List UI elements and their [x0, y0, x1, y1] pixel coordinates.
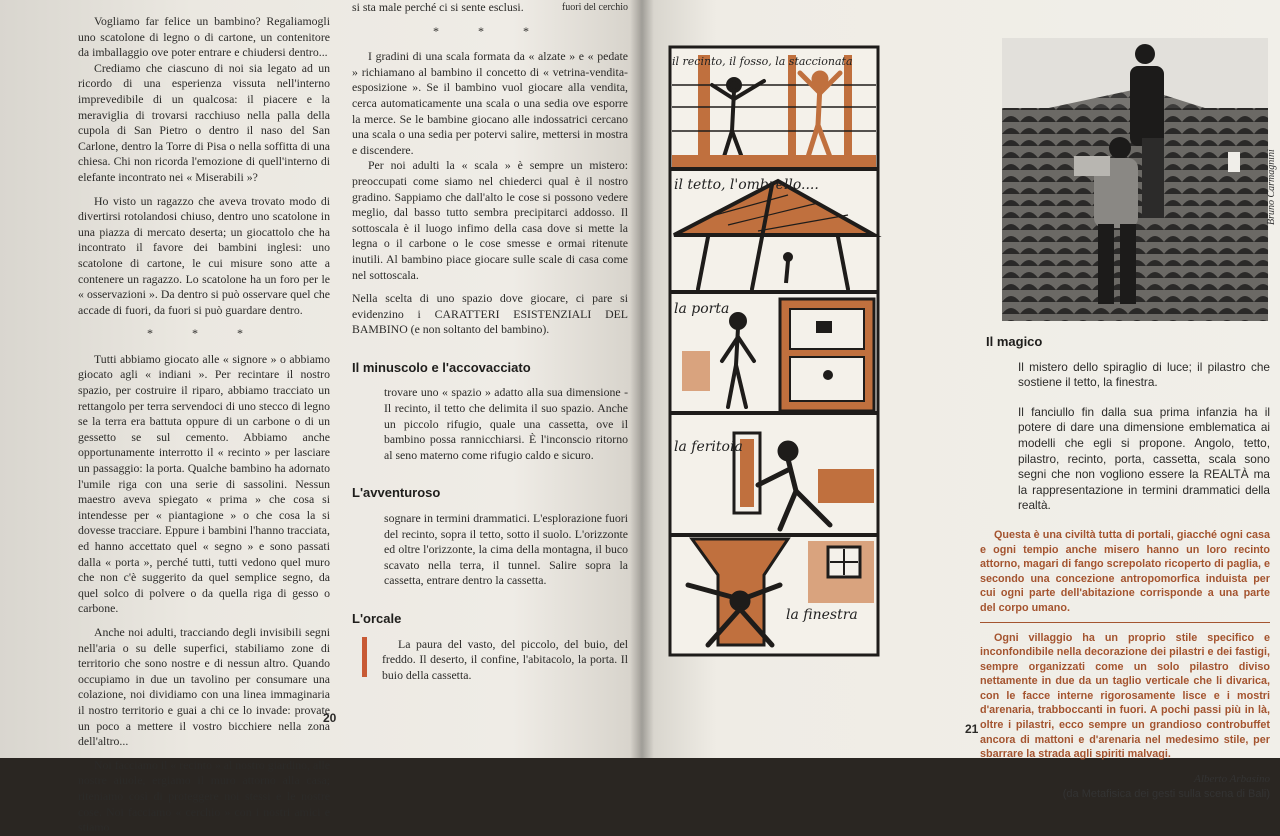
paragraph: Noi facciamo il « recinto » al nostro giardino, alle nostre aiuole, ergiamo il muro attorno alla casa; riteniamo così di proteggere noi stessi e le nostre cose. Noi facciamo « cerchio » con i nostri amici e stiamo	[78, 757, 330, 835]
paragraph: Per noi adulti la « scala » è sempre un mistero: preoccupati come siamo nel chiederci qual è il nostro gradino. Sappiamo che dall'alto le cose si possono vedere meglio, dal basso tutto sembra precipitarci addosso. Il sottoscala è il luogo infimo della casa dove si mette la legna o il carbone o le cose smesse e ormai ritenute inutili. Al bambino piace giocare sulle scale di casa come nel sottoscala.	[352, 158, 628, 282]
section-separator: * * *	[147, 326, 261, 341]
paragraph: Nella scelta di uno spazio dove giocare, ci pare si evidenzino i CARATTERI ESISTENZIALI DEL BAMBINO (e non soltanto del bambino).	[352, 291, 628, 337]
label-door: la porta	[674, 301, 730, 317]
body-text: Il fanciullo fin dalla sua prima infanzia ha il potere di dare una dimensione emblematica ai modelli che egli si propone. Angolo, tetto, pilastro, recinto, porta, cassetta, scala sono segni che non vogliono essere la REALTÀ ma la rappresentazione in termini drammatici della realtà.	[1018, 404, 1270, 513]
page-number: 20	[323, 711, 337, 725]
label-window: la finestra	[786, 607, 858, 623]
left-page	[0, 0, 640, 835]
section-heading: L'avventuroso	[352, 485, 441, 501]
photo-credit: Bruno Carmagnini	[1266, 149, 1277, 225]
section-heading: L'orcale	[352, 611, 402, 626]
section-text: sognare in termini drammatici. L'esplorazione fuori del recinto, sopra il tetto, sotto il suolo. L'orizzonte ed oltre l'orizzonte, la cima della montagna, il buco scavato nella terra, il tunnel. Salire sopra la cassetta, entrare dentro la cassetta.	[384, 511, 628, 588]
quote-paragraph: Questa è una civiltà tutta di portali, giacché ogni casa e ogni tempio anche misero hanno un loro recinto attorno, magari di fango screpolato ricoperto di paglia, e secondo una concezione antropomorfica induista per cui ogni parte dell'abitazione corrisponde a una parte del corpo umano.	[980, 528, 1270, 614]
quote-paragraph: Ogni villaggio ha un proprio stile specifico e inconfondibile nella decorazione dei pilastri e dei fastigi, sempre organizzati come un solo pilastro diviso nettamente in due da un taglio verticale che li divarica, con le facce interne rigorosamente lisce e i mostri d'arenaria, trabboccanti in fuori. A pochi passi più in là, oltre i pilastri, ecco sempre un grandioso controbuffet ancora di mattoni e d'arenaria nel medesimo stile, per sbarrare la strada agli spiriti malvagi.	[980, 631, 1270, 761]
illustration-strip	[668, 45, 882, 657]
left-column-b	[352, 0, 628, 683]
section-text: trovare uno « spazio » adatto alla sua dimensione - Il recinto, il tetto che delimita il suo spazio. Anche un piccolo rifugio, quale una cassetta, ove il bambino possa rannicchiarsi. È l'inconscio ritorno al seno materno come rifugio caldo e sicuro.	[384, 385, 628, 462]
book-gutter	[630, 0, 654, 758]
paragraph: Tutti abbiamo giocato alle « signore » o abbiamo giocato agli « indiani ». Per recintare il nostro spazio, per costruire il riparo, abbiamo tracciato un rettangolo per terra servendoci di uno stecco di legno se la terra era battuta oppure di un carbone o di un gessetto se sul cemento. Abbiamo anche opportunamente interrotto il « recinto » per lasciare un passaggio: la porta. Qualche bambino ha adornato l'umile riga con una serie di sassolini. Nessun maestro aveva spiegato « prima » che cosa si intendesse per « piantagione » o che cosa la si dovesse tracciare. Eppure i bambini l'hanno tracciata, ed hanno accettato quel « segno » e sono passati dalla « porta », perché tutti, tutti vedono quel muro che non c'è suggerito da quel semplice segno, da quel solco di polvere o da quella riga di gesso o carbone.	[78, 351, 330, 616]
section-heading: Il magico	[986, 334, 1043, 349]
paragraph: I gradini di una scala formata da « alzate » e « pedate » richiamano al bambino il concetto di « vetrina-vendita-esposizione ». Se il bambino vuol giocare alla vendita, cerca automaticamente una scala o una sedia ove esporre la merce. Se le bambine giocano alle indossatrici cercano una scala o una sedia per potervi salire, mettersi in mostra e discendere.	[352, 49, 628, 157]
paragraph: Ho visto un ragazzo che aveva trovato modo di divertirsi rotolandosi chiuso, dentro uno scatolone in una piazza di mercato deserta; un giocattolo che ha incontrato il favore dei bambini inglesi: uno scatolone di cartone, le cui misure sono atte a contenere un ragazzo. Lo scatolone ha un foro per le « osservazioni ». Da dentro si può osservare quel che accade di fuori, da fuori si può guardare dentro.	[78, 193, 330, 317]
intro-text: Il mistero dello spiraglio di luce; il pilastro che sostiene il tetto, la finestra.	[1018, 359, 1270, 390]
children-spaces-illustration	[668, 45, 882, 657]
left-column-a	[78, 14, 330, 836]
quote-divider	[980, 622, 1270, 623]
continued-line: si sta male perché ci si sente esclusi.	[352, 0, 524, 14]
label-fence: il recinto, il fosso, la staccionata	[672, 55, 853, 68]
label-slit: la feritoia	[674, 439, 743, 455]
quote-source: (da Metafisica dei gesti sulla scena di Bali)	[1062, 788, 1270, 801]
paragraph: Vogliamo far felice un bambino? Regaliamogli uno scatolone di legno o di cartone, un contenitore da imballaggio ove poter entrare e chiudersi dentro...	[78, 14, 330, 60]
right-column	[980, 334, 1270, 803]
section-separator: * * *	[433, 23, 547, 38]
section-text: La paura del vasto, del piccolo, del buio, del freddo. Il deserto, il confine, l'abitacolo, la porta. Il buio della cassetta.	[382, 636, 628, 682]
page-number: 21	[965, 722, 979, 736]
quote-author: Alberto Arbasino	[1194, 772, 1270, 785]
continued-line-right: fuori del cerchio	[561, 2, 628, 13]
section-heading: Il minuscolo e l'accovacciato	[352, 359, 531, 375]
children-on-roof-photo	[1002, 38, 1268, 321]
paragraph: Crediamo che ciascuno di noi sia legato ad un ricordo di una esperienza vissuta nell'interno imprevedibile di un qualcosa: il piacere e la meraviglia di trovarsi racchiuso nella palla della cupola di San Pietro o dentro il naso del San Carlone, dentro la Torre di Pisa o nella soffitta di una chiesa. Chi non ricorda l'emozione di quell'interno di elefante incontrato nei « Miserabili »?	[78, 60, 330, 184]
paragraph: Anche noi adulti, tracciando degli invisibili segni nell'aria o su delle superfici, stabiliamo zone di territorio che sono nostre e di nessun altro. Quando occupiamo in due un tavolino per consumare una colazione, noi dividiamo con una linea immaginaria il nostro territorio e guai a chi ce lo invade: provate un poco a mettere il vostro bicchiere nella zona dell'altro...	[78, 624, 330, 749]
photo	[1002, 38, 1268, 321]
label-roof: il tetto, l'ombrello....	[674, 177, 819, 193]
quote-block	[980, 528, 1270, 762]
